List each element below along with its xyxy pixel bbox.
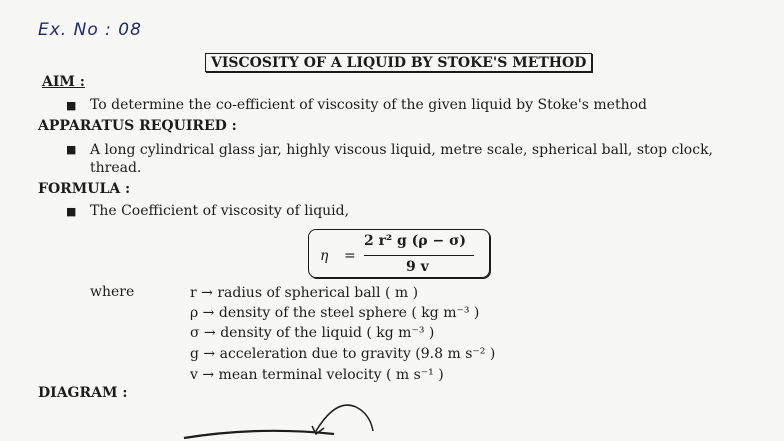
where-label: where — [90, 284, 135, 300]
pointer-arrow — [316, 405, 373, 431]
diagram-heading: DIAGRAM : — [38, 385, 128, 401]
page-title: VISCOSITY OF A LIQUID BY STOKE'S METHOD — [205, 53, 592, 72]
formula-intro: The Coefficient of viscosity of liquid, — [90, 203, 350, 219]
variable-r: r → radius of spherical ball ( m ) — [190, 285, 419, 301]
arrow-icon — [312, 426, 324, 434]
jar-rim-curve — [184, 431, 334, 438]
formula-lhs: η — [320, 248, 329, 264]
bullet-icon: ■ — [66, 99, 77, 112]
fraction-bar — [364, 255, 474, 256]
apparatus-line-1: A long cylindrical glass jar, highly viscous liquid, metre scale, spherical ball, stop clock, — [90, 142, 714, 158]
formula-numerator: 2 r² g (ρ − σ) — [364, 233, 467, 249]
aim-heading: AIM : — [42, 74, 85, 90]
bullet-icon: ■ — [66, 143, 77, 156]
formula-denominator: 9 v — [406, 259, 429, 275]
apparatus-heading: APPARATUS REQUIRED : — [38, 118, 237, 134]
exercise-number: Ex. No : 08 — [38, 20, 142, 40]
aim-text: To determine the co-efficient of viscosity of the given liquid by Stoke's method — [90, 97, 647, 113]
variable-v: v → mean terminal velocity ( m s⁻¹ ) — [190, 367, 444, 383]
formula-heading: FORMULA : — [38, 181, 131, 197]
variable-sigma: σ → density of the liquid ( kg m⁻³ ) — [190, 325, 435, 341]
formula-equals: = — [344, 248, 356, 264]
variable-rho: ρ → density of the steel sphere ( kg m⁻³ ) — [190, 305, 480, 321]
bullet-icon: ■ — [66, 205, 77, 218]
apparatus-line-2: thread. — [90, 160, 142, 176]
variable-g: g → acceleration due to gravity (9.8 m s⁻² ) — [190, 346, 496, 362]
